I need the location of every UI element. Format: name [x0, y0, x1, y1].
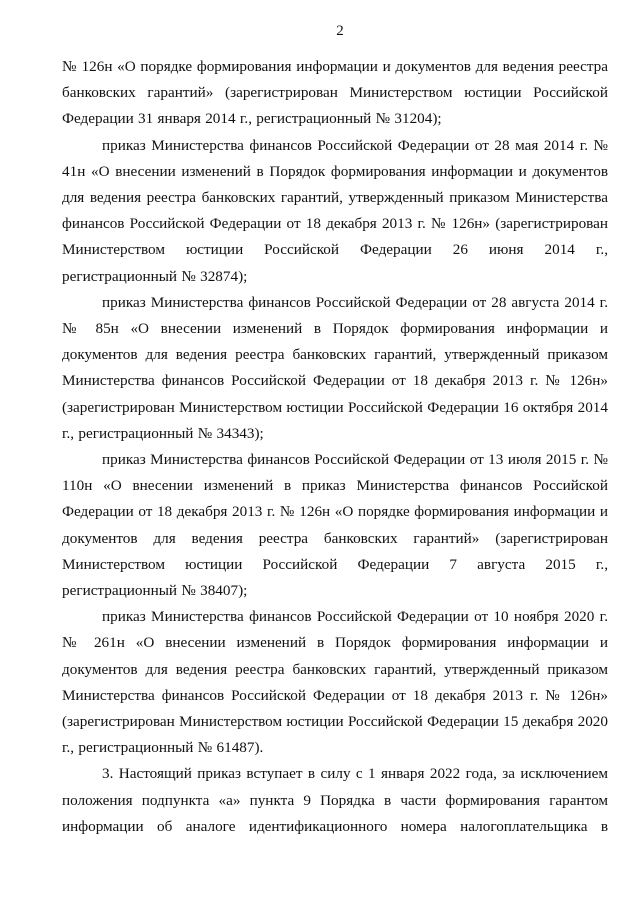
paragraph-clause-3-effective-date: 3. Настоящий приказ вступает в силу с 1 января 2022 года, за исключением положения подпункта «а» пункта 9 Порядка в части формирования гарантом информации об аналоге идентификационного номера налогоплательщика в [62, 765, 608, 835]
paragraph-order-261n: приказ Министерства финансов Российской Федерации от 10 ноября 2020 г. № 261н «О внесении изменений в Порядок формирования информации и документов для ведения реестра банковских гарантий, утвержденный приказом Министерства финансов Российской Федерации от 18 декабря 2013 г. № 126н» (зарегистрирован Министерством юстиции Российской Федерации 15 декабря 2020 г., регистрационный № 61487). [62, 608, 608, 757]
paragraph-order-126n-continuation: № 126н «О порядке формирования информации и документов для ведения реестра банковских гарантий» (зарегистрирован Министерством юстиции Российской Федерации 31 января 2014 г., регистрационный № 31204); [62, 58, 608, 128]
page-number: 2 [336, 23, 344, 39]
paragraph-order-41n: приказ Министерства финансов Российской Федерации от 28 мая 2014 г. № 41н «О внесении изменений в Порядок формирования информации и документов для ведения реестра банковских гарантий, утвержденный приказом Министерства финансов Российской Федерации от 18 декабря 2013 г. № 126н» (зарегистрирован Министерством юстиции Российской Федерации 26 июня 2014 г., регистрационный № 32874); [62, 136, 608, 285]
paragraph-order-85n: приказ Министерства финансов Российской Федерации от 28 августа 2014 г. № 85н «О внесении изменений в Порядок формирования информации и документов для ведения реестра банковских гарантий, утвержденный приказом Министерства финансов Российской Федерации от 18 декабря 2013 г. № 126н» (зарегистрирован Министерством юстиции Российской Федерации 16 октября 2014 г., регистрационный № 34343); [62, 293, 608, 442]
paragraph-order-110n: приказ Министерства финансов Российской Федерации от 13 июля 2015 г. № 110н «О внесении изменений в приказ Министерства финансов Российской Федерации от 18 декабря 2013 г. № 126н «О порядке формирования информации и документов для ведения реестра банковских гарантий» (зарегистрирован Министерством юстиции Российской Федерации 7 августа 2015 г., регистрационный № 38407); [62, 451, 608, 600]
